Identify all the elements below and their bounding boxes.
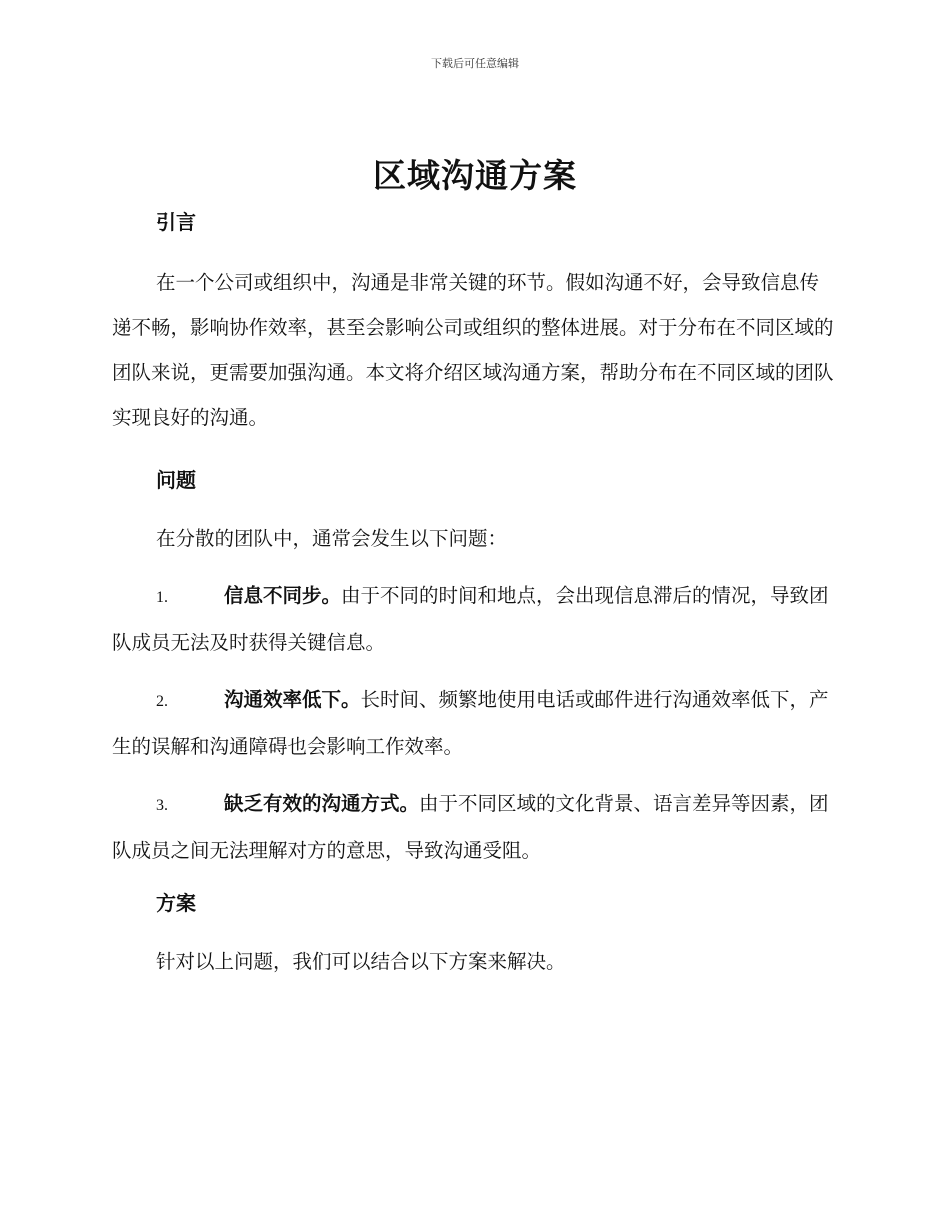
document-title: 区域沟通方案: [373, 156, 577, 195]
list-number: 3.: [156, 797, 168, 814]
problem-list-item-1: [112, 573, 838, 665]
list-number: 2.: [156, 693, 168, 710]
section-heading-solution: 方案: [156, 891, 196, 915]
document-body: [112, 204, 838, 984]
intro-paragraph: 在一个公司或组织中，沟通是非常关键的环节。假如沟通不好，会导致信息传递不畅，影响协作效率，甚至会影响公司或组织的整体进展。对于分布在不同区域的团队来说，更需要加强沟通。本文将介绍区域沟通方案，帮助分布在不同区域的团队实现良好的沟通。: [112, 271, 834, 429]
solution-paragraph: 针对以上问题，我们可以结合以下方案来解决。: [156, 950, 566, 973]
list-item-text: 由于不同区域的文化背景、语言差异等因素，团队成员之间无法理解对方的意思，导致沟通受阻。: [112, 792, 829, 862]
problem-list-item-2: [112, 677, 838, 769]
section-heading-problem: 问题: [156, 468, 196, 492]
list-item-lead: 沟通效率低下。: [224, 688, 361, 711]
section-heading-intro: 引言: [156, 210, 196, 234]
list-item-text: 由于不同的时间和地点，会出现信息滞后的情况，导致团队成员无法及时获得关键信息。: [112, 584, 829, 654]
list-number: 1.: [156, 589, 168, 606]
list-item-lead: 信息不同步。: [224, 584, 342, 607]
problem-list-item-3: [112, 781, 838, 873]
list-item-text: 长时间、频繁地使用电话或邮件进行沟通效率低下，产生的误解和沟通障碍也会影响工作效率。: [112, 688, 829, 758]
header-note: 下载后可任意编辑: [431, 57, 519, 70]
problem-paragraph: 在分散的团队中，通常会发生以下问题：: [156, 527, 508, 550]
list-item-lead: 缺乏有效的沟通方式。: [224, 792, 420, 815]
